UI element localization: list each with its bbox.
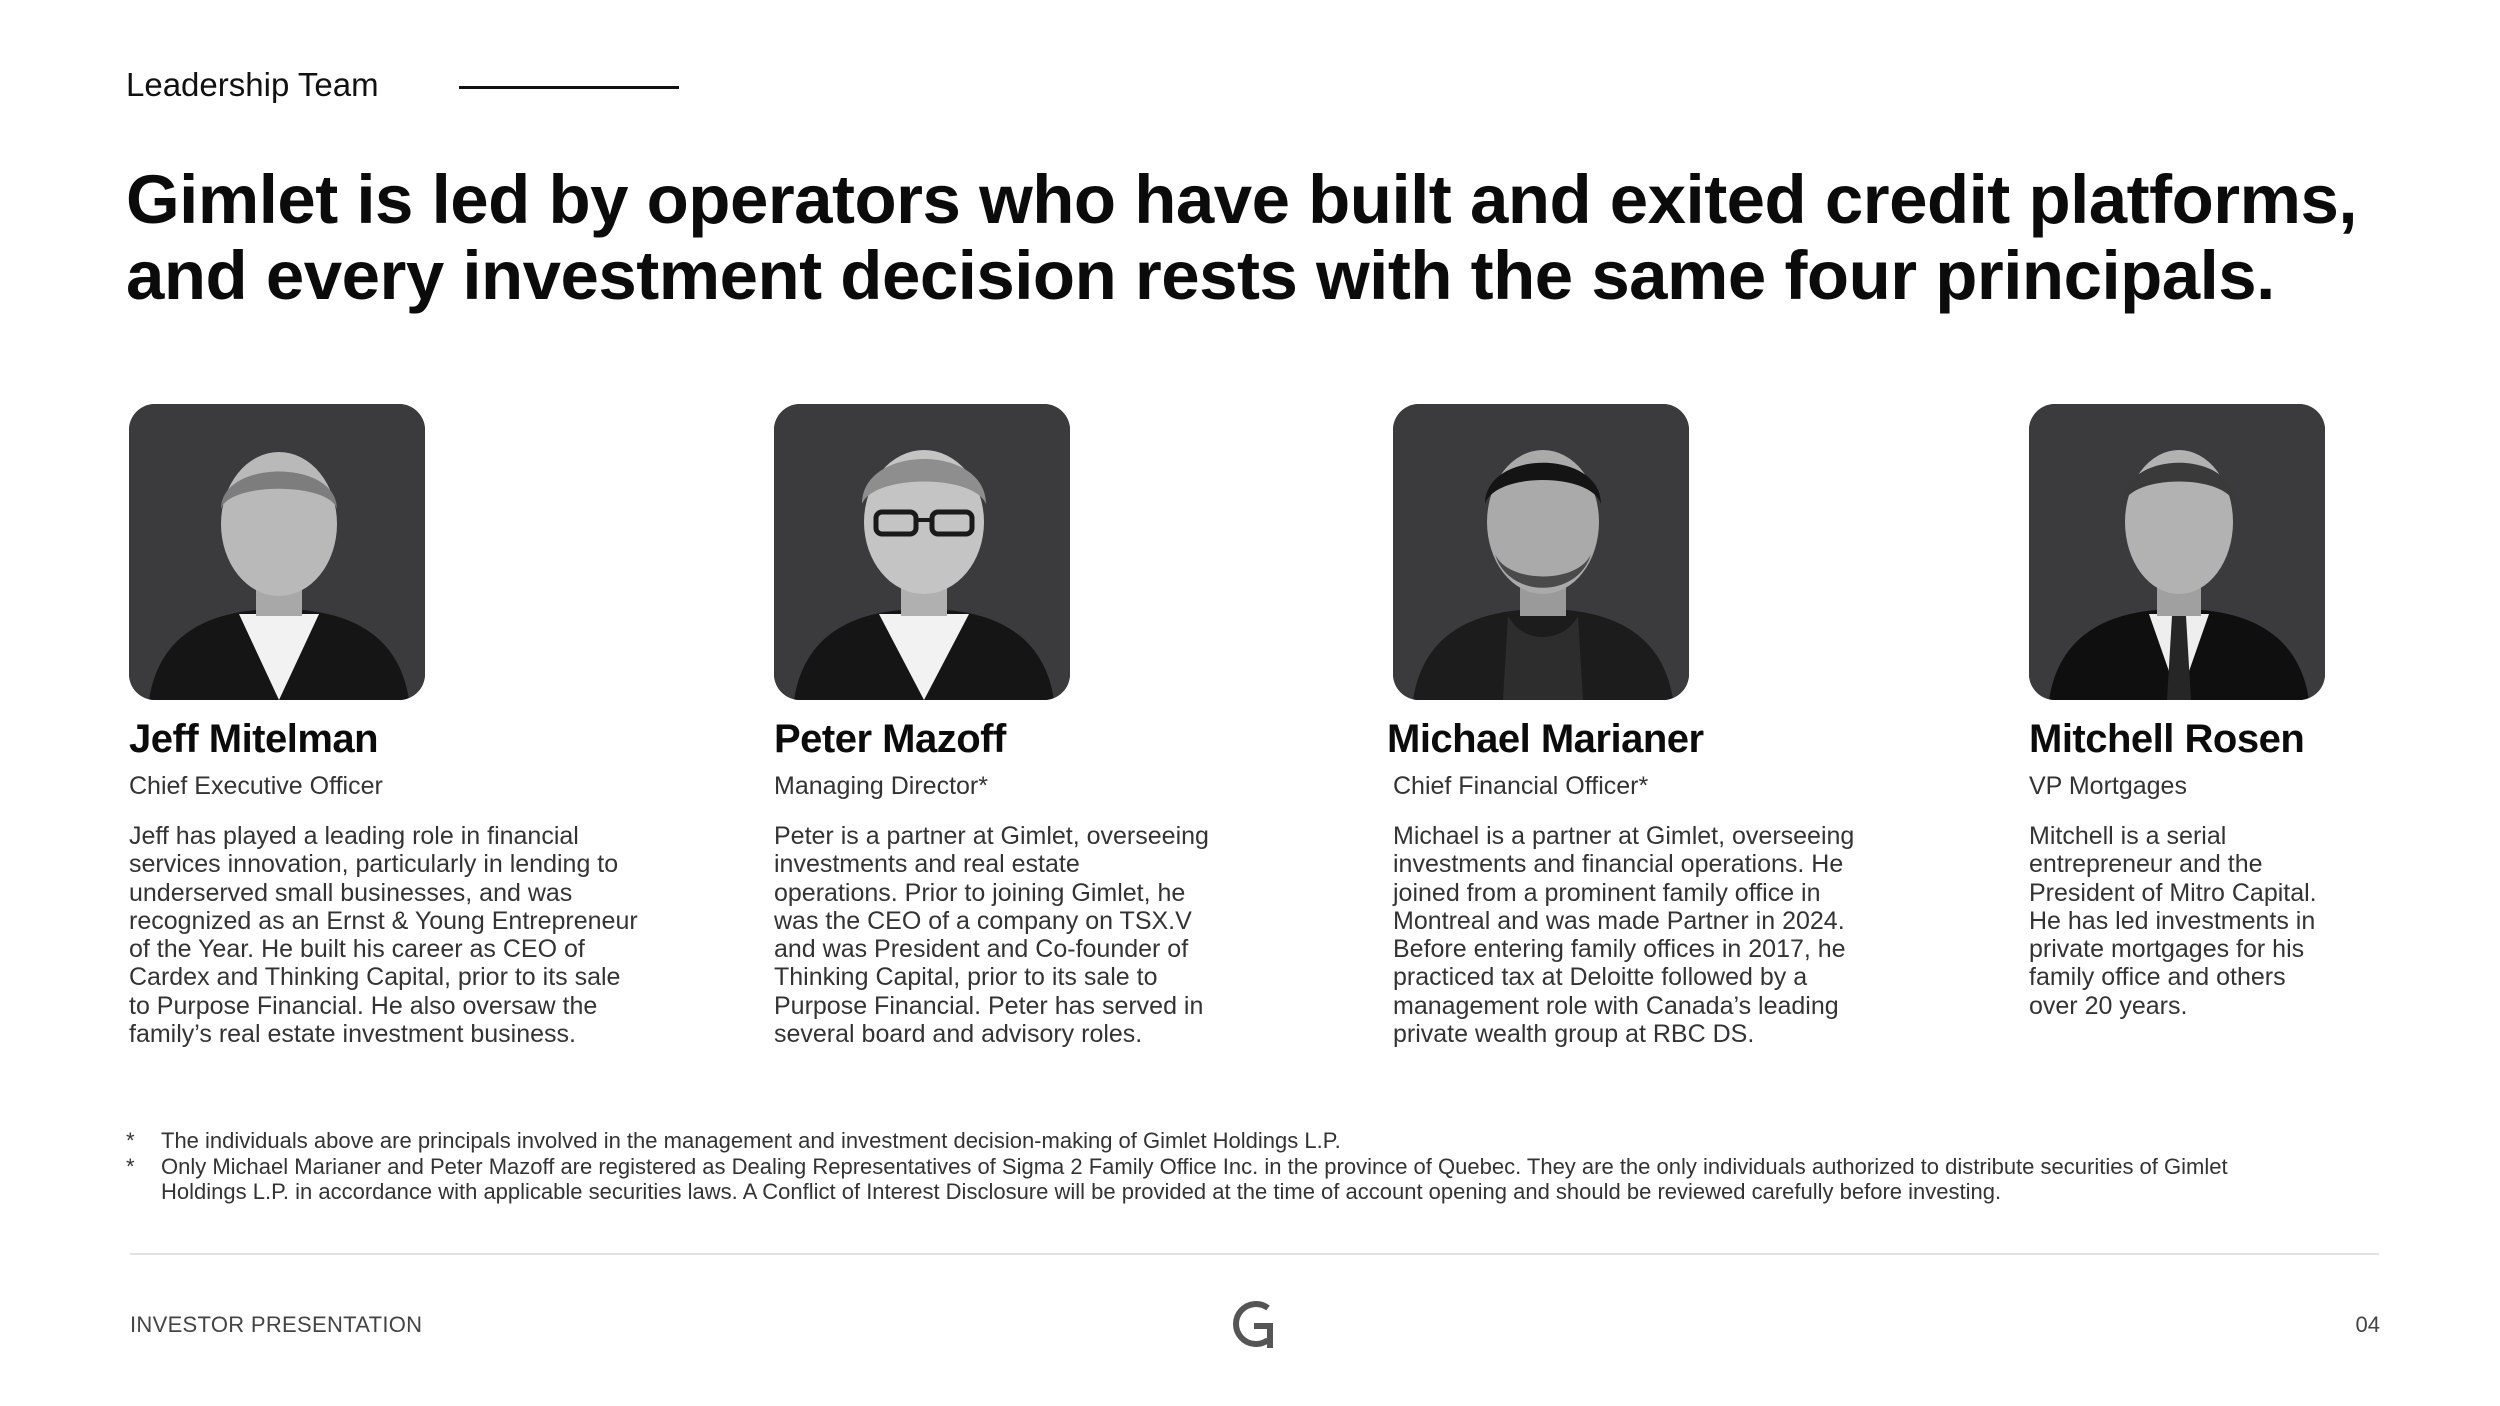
bio-line: management role with Canada’s leading <box>1393 991 1839 1020</box>
bio-line: family’s real estate investment business. <box>129 1020 576 1049</box>
bio-line: Peter is a partner at Gimlet, overseeing <box>774 822 1209 850</box>
bio-line: investments and real estate <box>774 850 1080 879</box>
member-role: Managing Director* <box>774 772 988 800</box>
team-card-michael-marianer <box>1387 404 1855 1049</box>
bio-line: Cardex and Thinking Capital, prior to its sale <box>129 963 621 992</box>
bio-line: of the Year. He built his career as CEO of <box>129 935 585 964</box>
footnote-marker: * <box>126 1128 135 1153</box>
footnote <box>126 1128 2382 1154</box>
footnote-text: Only Michael Marianer and Peter Mazoff are registered as Dealing Representatives of Sigma 2 Family Office Inc. in the province of Quebec. They are the only individuals authorized to distribute securities of Gimlet <box>161 1153 2228 1179</box>
bio-line: He has led investments in <box>2029 906 2316 935</box>
member-name: Jeff Mitelman <box>129 717 379 761</box>
footer-divider <box>130 1253 2379 1255</box>
bio-line: was the CEO of a company on TSX.V <box>774 906 1192 935</box>
member-bio <box>2029 822 2325 1020</box>
bio-line: Mitchell is a serial <box>2029 822 2227 850</box>
member-bio <box>129 822 638 1048</box>
footnote <box>126 1154 2382 1205</box>
footnote-text: Holdings L.P. in accordance with applicable securities laws. A Conflict of Interest Disclosure will be provided at the time of account opening and should be reviewed carefully before investing. <box>161 1179 2002 1204</box>
eyebrow-label: Leadership Team <box>126 66 379 103</box>
member-name: Peter Mazoff <box>774 717 1006 761</box>
bio-line: underserved small businesses, and was <box>129 878 573 907</box>
bio-line: over 20 years. <box>2029 991 2188 1020</box>
gimlet-g-logo-icon <box>1230 1298 1280 1355</box>
bio-line: family office and others <box>2029 963 2286 992</box>
portrait-photo <box>1393 404 1689 700</box>
bio-line: to Purpose Financial. He also oversaw the <box>129 991 598 1020</box>
bio-line: several board and advisory roles. <box>774 1020 1143 1049</box>
page-number: 04 <box>2355 1312 2380 1337</box>
bio-line: operations. Prior to joining Gimlet, he <box>774 878 1186 907</box>
bio-line: recognized as an Ernst & Young Entrepreneur <box>129 906 638 935</box>
portrait-photo <box>2029 404 2325 700</box>
footer-label: INVESTOR PRESENTATION <box>130 1312 423 1337</box>
bio-line: Thinking Capital, prior to its sale to <box>774 963 1158 992</box>
bio-line: private mortgages for his <box>2029 935 2305 964</box>
footnote-text: The individuals above are principals involved in the management and investment decision-making of Gimlet Holdings L.P. <box>161 1128 1341 1153</box>
team-card-peter-mazoff <box>774 404 1209 1048</box>
member-bio <box>1393 822 1854 1048</box>
headline-line-2: and every investment decision rests with the same four principals. <box>126 237 2275 314</box>
team-card-jeff-mitelman <box>129 404 638 1048</box>
footnotes <box>126 1128 2382 1205</box>
member-role: Chief Executive Officer <box>129 772 383 800</box>
bio-line: Jeff has played a leading role in financial <box>129 822 579 850</box>
bio-line: Montreal and was made Partner in 2024. <box>1393 906 1845 935</box>
bio-line: private wealth group at RBC DS. <box>1393 1020 1755 1049</box>
member-role: VP Mortgages <box>2029 772 2187 800</box>
bio-line: and was President and Co-founder of <box>774 935 1189 964</box>
bio-line: Purpose Financial. Peter has served in <box>774 991 1204 1020</box>
team-card-mitchell-rosen <box>2029 404 2325 1020</box>
portrait-photo <box>129 404 425 700</box>
bio-line: investments and financial operations. He <box>1393 850 1844 879</box>
page-headline <box>126 162 2406 314</box>
bio-line: joined from a prominent family office in <box>1393 878 1821 907</box>
member-name: Mitchell Rosen <box>2029 717 2305 761</box>
bio-line: services innovation, particularly in lending to <box>129 850 619 879</box>
member-name: Michael Marianer <box>1387 717 1704 761</box>
footnote-marker: * <box>126 1153 135 1179</box>
bio-line: Before entering family offices in 2017, he <box>1393 935 1846 964</box>
member-role: Chief Financial Officer* <box>1393 772 1649 800</box>
eyebrow-rule <box>459 86 679 89</box>
portrait-photo <box>774 404 1070 700</box>
member-bio <box>774 822 1209 1048</box>
bio-line: Michael is a partner at Gimlet, overseeing <box>1393 822 1855 850</box>
headline-line-1: Gimlet is led by operators who have built and exited credit platforms, <box>126 161 2357 238</box>
bio-line: entrepreneur and the <box>2029 850 2263 879</box>
bio-line: President of Mitro Capital. <box>2029 878 2317 907</box>
bio-line: practiced tax at Deloitte followed by a <box>1393 963 1808 992</box>
